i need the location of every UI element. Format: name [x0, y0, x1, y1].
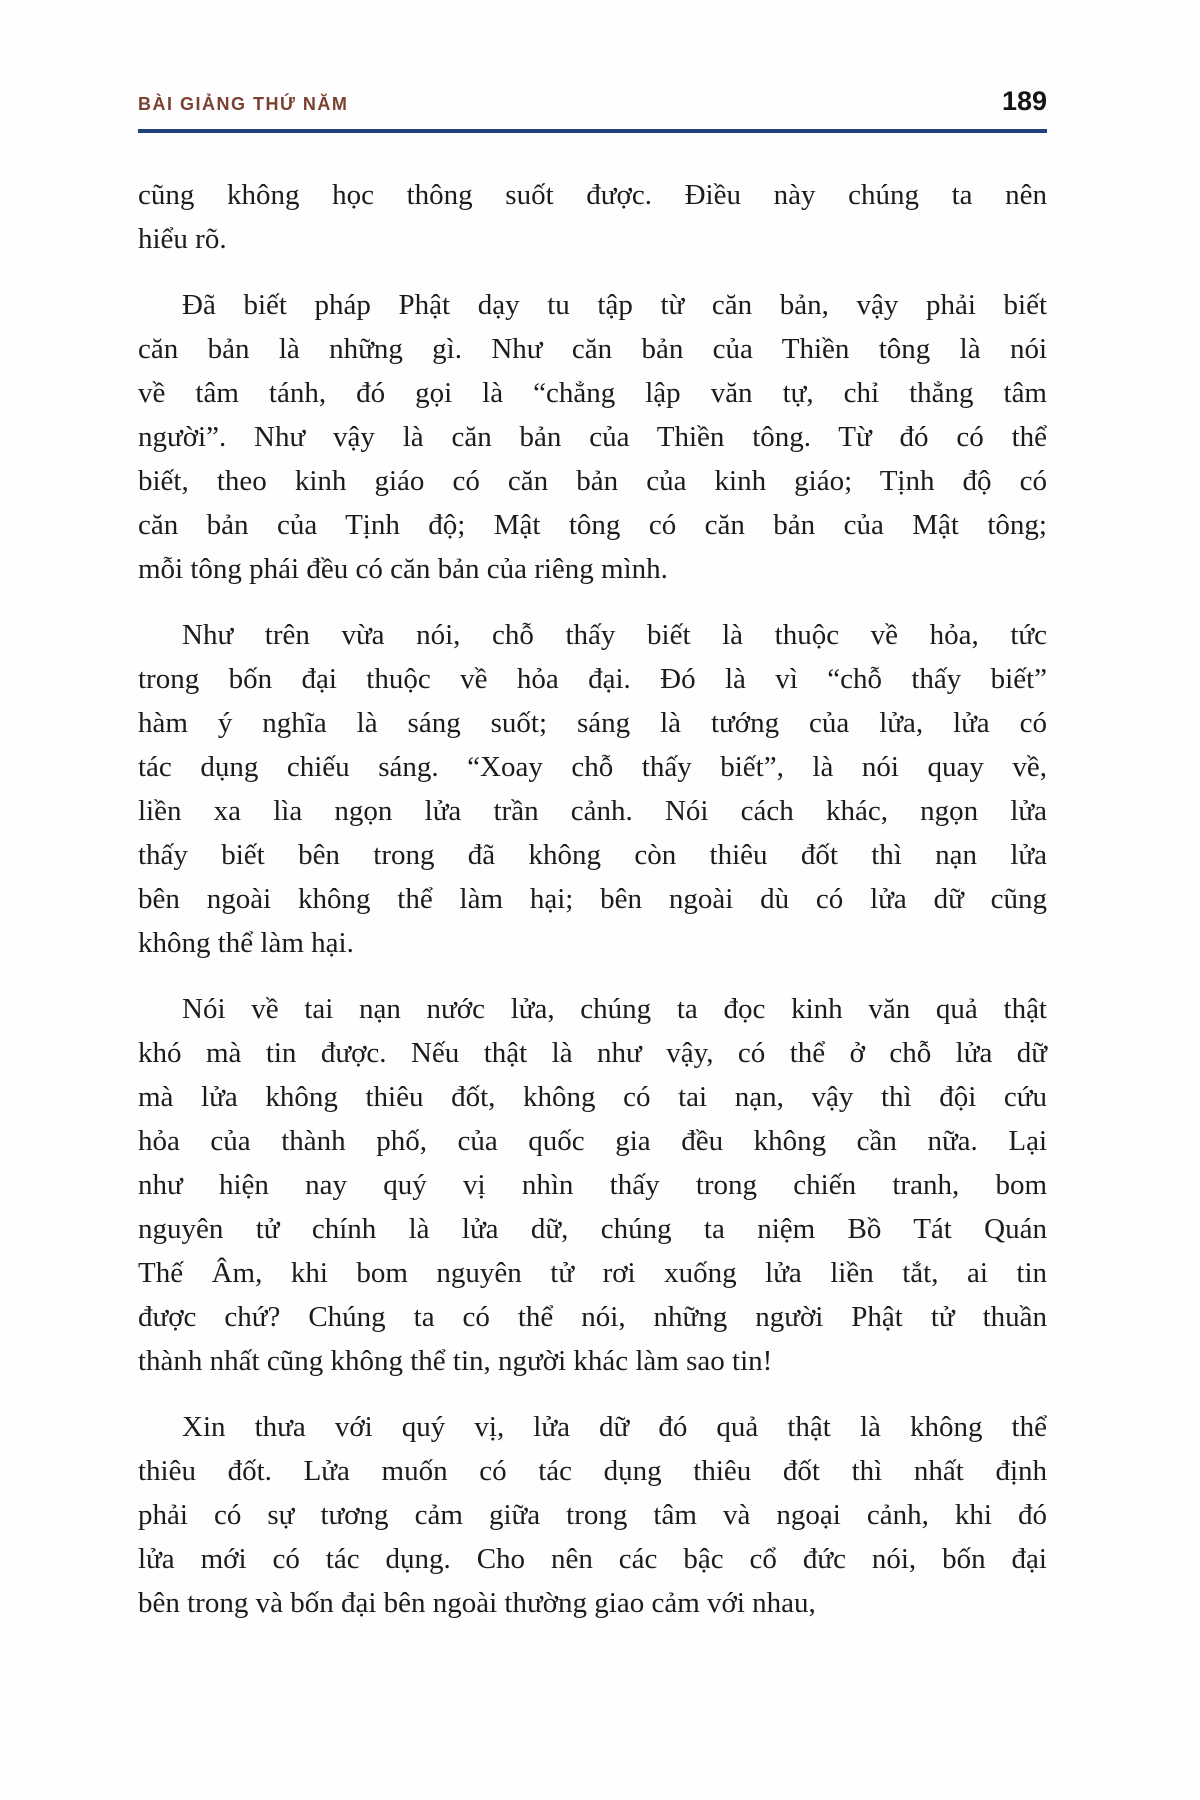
text-line: cũng không học thông suốt được. Điều này chúng ta nên: [138, 179, 1047, 211]
paragraph: [138, 283, 1047, 591]
text-line: Nói về tai nạn nước lửa, chúng ta đọc kinh văn quả thật: [182, 993, 1047, 1025]
text-line: như hiện nay quý vị nhìn thấy trong chiến tranh, bom: [138, 1169, 1047, 1201]
text-line: mà lửa không thiêu đốt, không có tai nạn, vậy thì đội cứu: [138, 1081, 1047, 1113]
text-line: liền xa lìa ngọn lửa trần cảnh. Nói cách khác, ngọn lửa: [138, 795, 1047, 827]
text-line: Xin thưa với quý vị, lửa dữ đó quả thật là không thể: [182, 1411, 1047, 1443]
chapter-title: BÀI GIẢNG THỨ NĂM: [138, 94, 349, 114]
text-line: bên ngoài không thể làm hại; bên ngoài dù có lửa dữ cũng: [138, 883, 1047, 915]
text-line: tác dụng chiếu sáng. “Xoay chỗ thấy biết”, là nói quay về,: [138, 751, 1047, 783]
page-number: 189: [1001, 86, 1047, 116]
text-line: lửa mới có tác dụng. Cho nên các bậc cổ đức nói, bốn đại: [138, 1543, 1047, 1575]
text-line: thiêu đốt. Lửa muốn có tác dụng thiêu đốt thì nhất định: [138, 1455, 1047, 1487]
body-text: [138, 173, 1047, 1625]
text-line: không thể làm hại.: [138, 927, 354, 959]
text-line: căn bản của Tịnh độ; Mật tông có căn bản của Mật tông;: [138, 509, 1047, 541]
text-line: được chứ? Chúng ta có thể nói, những người Phật tử thuần: [138, 1301, 1047, 1333]
page-header: [138, 86, 1047, 117]
text-line: thấy biết bên trong đã không còn thiêu đốt thì nạn lửa: [138, 839, 1047, 871]
text-line: căn bản là những gì. Như căn bản của Thiền tông là nói: [138, 333, 1047, 365]
text-line: Đã biết pháp Phật dạy tu tập từ căn bản, vậy phải biết: [182, 289, 1047, 321]
text-line: về tâm tánh, đó gọi là “chẳng lập văn tự, chỉ thẳng tâm: [138, 377, 1047, 409]
text-line: mỗi tông phái đều có căn bản của riêng mình.: [138, 553, 668, 585]
paragraph: [138, 613, 1047, 965]
text-line: trong bốn đại thuộc về hỏa đại. Đó là vì “chỗ thấy biết”: [138, 663, 1047, 695]
text-line: Thế Âm, khi bom nguyên tử rơi xuống lửa liền tắt, ai tin: [138, 1257, 1047, 1289]
text-line: hàm ý nghĩa là sáng suốt; sáng là tướng của lửa, lửa có: [138, 707, 1047, 739]
header-rule: [138, 129, 1047, 133]
text-line: Như trên vừa nói, chỗ thấy biết là thuộc về hỏa, tức: [182, 619, 1047, 651]
text-line: thành nhất cũng không thể tin, người khác làm sao tin!: [138, 1345, 773, 1377]
paragraph: [138, 987, 1047, 1383]
text-line: phải có sự tương cảm giữa trong tâm và ngoại cảnh, khi đó: [138, 1499, 1047, 1531]
text-line: hiểu rõ.: [138, 223, 227, 255]
text-line: bên trong và bốn đại bên ngoài thường giao cảm với nhau,: [138, 1587, 816, 1619]
text-line: người”. Như vậy là căn bản của Thiền tông. Từ đó có thể: [138, 421, 1047, 453]
paragraph: [138, 1405, 1047, 1625]
text-line: hỏa của thành phố, của quốc gia đều không cần nữa. Lại: [138, 1125, 1047, 1157]
paragraph: [138, 173, 1047, 261]
text-line: nguyên tử chính là lửa dữ, chúng ta niệm Bồ Tát Quán: [138, 1213, 1047, 1245]
text-line: khó mà tin được. Nếu thật là như vậy, có thể ở chỗ lửa dữ: [138, 1037, 1047, 1069]
text-line: biết, theo kinh giáo có căn bản của kinh giáo; Tịnh độ có: [138, 465, 1047, 497]
